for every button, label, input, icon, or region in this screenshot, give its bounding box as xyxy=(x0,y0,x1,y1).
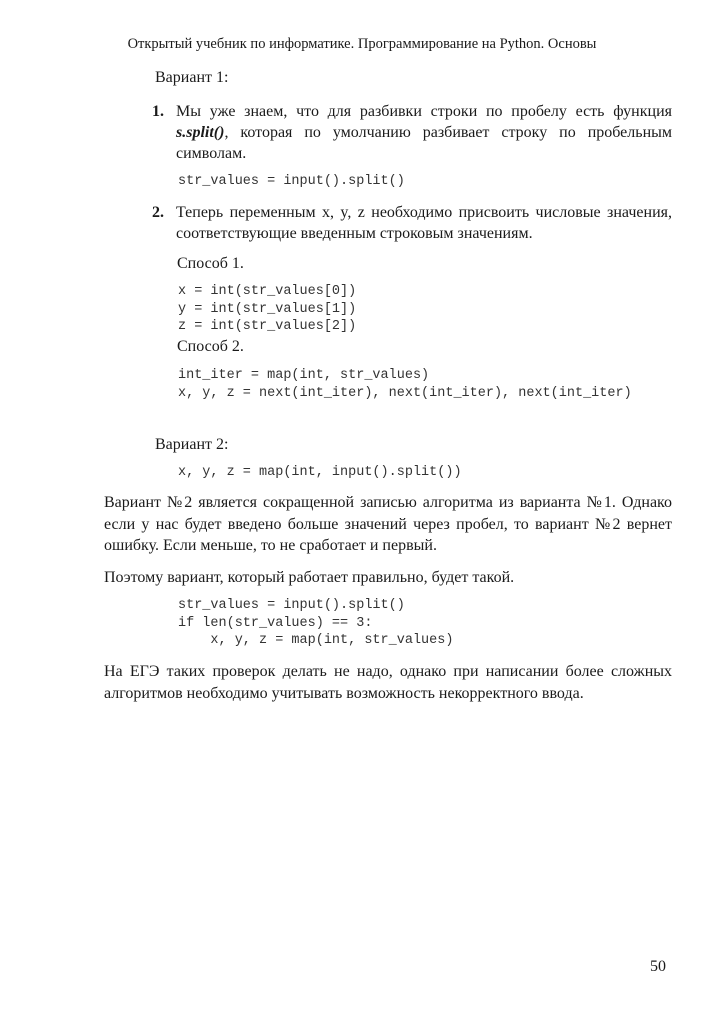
code-method-1: x = int(str_values[0]) y = int(str_values[1]) z = int(str_values[2]) xyxy=(178,284,357,334)
list-item-1-text xyxy=(176,101,672,164)
list-item-2 xyxy=(152,202,672,244)
variant-1-title: Вариант 1: xyxy=(155,69,229,86)
paragraph-variant-comparison: Вариант №2 является сокращенной записью алгоритма из варианта №1. Однако если у нас будет введено больше значений через пробел, то вариант №2 вернет ошибку. Если меньше, то не сработает и первый. xyxy=(104,494,672,554)
list-item-2-text: Теперь переменным x, y, z необходимо присвоить числовые значения, соответствующие введенным строковым значениям. xyxy=(176,204,672,242)
page-header: Открытый учебник по информатике. Программирование на Python. Основы xyxy=(127,36,597,52)
code-split: str_values = input().split() xyxy=(178,174,405,189)
item1-text-before: Мы уже знаем, что для разбивки строки по пробелу есть функция xyxy=(176,103,672,120)
list-item-1 xyxy=(152,101,672,164)
page-number: 50 xyxy=(650,958,666,975)
list-item-2-number: 2. xyxy=(152,204,164,221)
code-method-2: int_iter = map(int, str_values) x, y, z = next(int_iter), next(int_iter), next(int_iter) xyxy=(178,368,632,401)
list-item-1-number: 1. xyxy=(152,103,164,120)
code-final: str_values = input().split() if len(str_values) == 3: x, y, z = map(int, str_values) xyxy=(178,598,454,648)
method-2-label: Способ 2. xyxy=(177,338,244,355)
split-function-name: s.split() xyxy=(176,124,225,141)
paragraph-correct-variant: Поэтому вариант, который работает правильно, будет такой. xyxy=(104,569,515,586)
item1-text-after: , которая по умолчанию разбивает строку по пробельным символам. xyxy=(176,124,672,162)
variant-2-title: Вариант 2: xyxy=(155,436,229,453)
method-1-label: Способ 1. xyxy=(177,255,244,272)
paragraph-ege-note: На ЕГЭ таких проверок делать не надо, однако при написании более сложных алгоритмов необходимо учитывать возможность некорректного ввода. xyxy=(104,663,672,702)
code-variant-2: x, y, z = map(int, input().split()) xyxy=(178,465,462,480)
